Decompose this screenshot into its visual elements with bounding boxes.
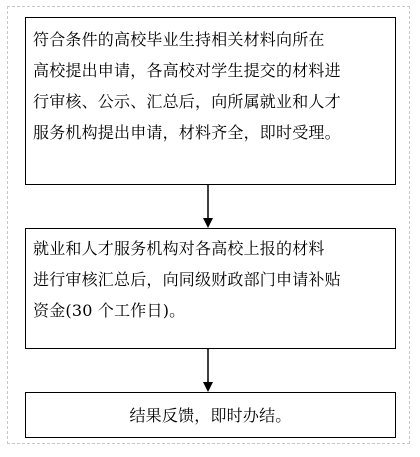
step-3-text xyxy=(26,400,395,431)
step-1-line-1: 符合条件的高校毕业生持相关材料向所在 xyxy=(33,30,325,49)
step-1-line-4: 服务机构提出申请，材料齐全，即时受理。 xyxy=(33,123,341,142)
step-2-text xyxy=(33,233,387,326)
step-2-line-2: 进行审核汇总后，向同级财政部门申请补贴 xyxy=(33,270,341,289)
step-3-box xyxy=(25,392,396,438)
arrow-step-1-to-2 xyxy=(203,185,213,228)
step-2-box xyxy=(25,228,396,349)
step-3-line-1: 结果反馈，即时办结。 xyxy=(129,406,292,425)
step-2-line-1: 就业和人才服务机构对各高校上报的材料 xyxy=(33,239,325,258)
step-1-line-3: 行审核、公示、汇总后，向所属就业和人才 xyxy=(33,92,341,111)
step-1-line-2: 高校提出申请，各高校对学生提交的材料进 xyxy=(33,61,341,80)
step-2-line-3: 资金(30 个工作日)。 xyxy=(33,301,186,320)
arrow-step-2-to-3 xyxy=(203,349,213,392)
